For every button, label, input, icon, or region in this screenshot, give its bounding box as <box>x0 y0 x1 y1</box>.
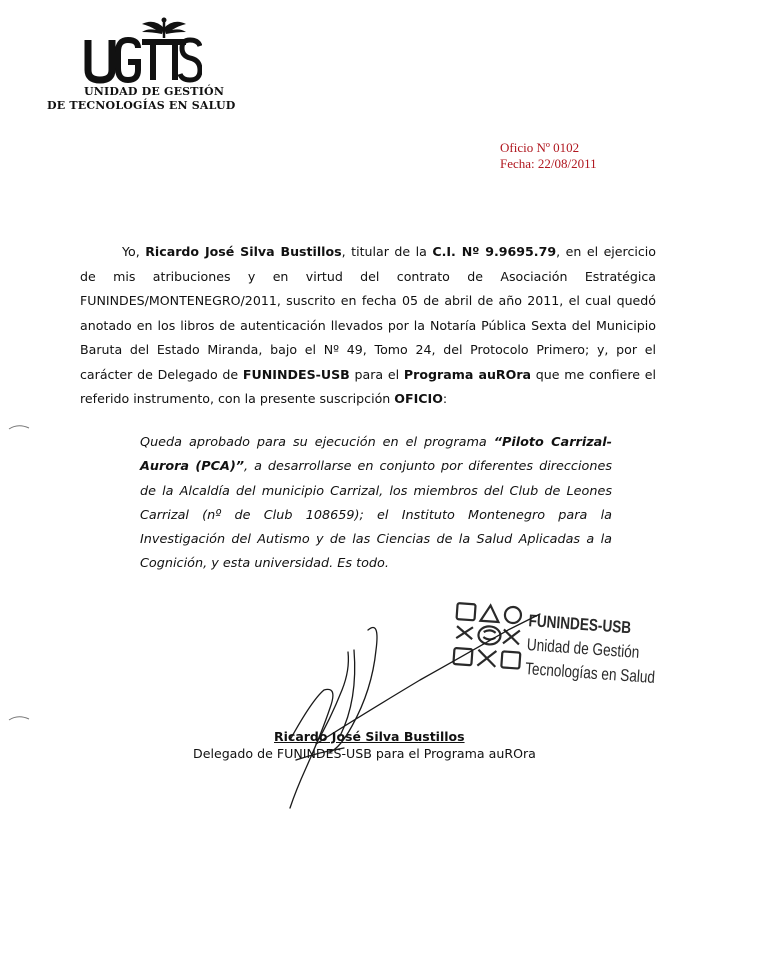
stamp-emblem-icon <box>451 600 528 677</box>
office-date: Fecha: 22/08/2011 <box>500 156 597 171</box>
letterhead-line-1: UNIDAD DE GESTIÓN <box>84 85 225 98</box>
id-number: C.I. Nº 9.9695.79 <box>432 244 557 259</box>
institution-stamp <box>449 598 665 712</box>
stamp-line-2: Unidad de Gestión <box>526 635 640 662</box>
letterhead-logo <box>40 14 240 114</box>
stamp-line-1: FUNINDES-USB <box>527 611 632 638</box>
margin-mark-top <box>8 423 30 431</box>
margin-mark-bottom <box>8 714 30 722</box>
program-title: “Piloto Carrizal-Aurora (PCA)” <box>140 435 612 475</box>
program-name: Programa auROra <box>403 366 532 382</box>
body-text-4: para el <box>349 366 404 382</box>
oficio-word: OFICIO <box>394 391 443 406</box>
org-name: FUNINDES-USB <box>242 366 350 382</box>
signer-role: Delegado de FUNINDES-USB para el Programa auROra <box>193 746 536 761</box>
resolution-quote <box>140 431 612 577</box>
body-text-2: , titular de la <box>341 244 433 259</box>
body-text-3: , en el ejercicio de mis atribuciones y en virtud del contrato de Asociación Estratégica FUNINDES/MONTENEGRO/2011, suscrito en fecha 05 de abril de año 2011, el cual quedó anotado en los libros de autenticación llevados por la Notaría Pública Sexta del Municipio Baruta del Estado Miranda, bajo el Nº 49, Tomo 24, del Protocolo Primero; y, por el carácter de Delegado de <box>80 244 657 382</box>
ugts-logo-mark <box>82 16 202 88</box>
body-paragraph <box>80 240 656 412</box>
body-text-6: : <box>442 391 448 406</box>
quote-text-1: Queda aprobado para su ejecución en el programa <box>140 435 494 450</box>
office-number: Oficio Nº 0102 <box>500 140 580 155</box>
quote-text-2: , a desarrollarse en conjunto por diferentes direcciones de la Alcaldía del municipio Carrizal, los miembros del Club de Leones Carrizal (nº de Club 108659); el Instituto Montenegro para la Investigación del Autismo y de las Ciencias de la Salud Aplicadas a la Cognición, y esta universidad. Es todo. <box>140 459 612 572</box>
stamp-line-3: Tecnologías en Salud <box>524 659 656 688</box>
letterhead-line-2: DE TECNOLOGÍAS EN SALUD <box>47 99 236 112</box>
body-text-1: Yo, <box>122 244 146 259</box>
signer-name-inline: Ricardo José Silva Bustillos <box>145 244 342 259</box>
signer-name: Ricardo José Silva Bustillos <box>274 729 465 744</box>
body-text-5: que me confiere el referido instrumento, con la presente suscripción <box>80 366 656 406</box>
